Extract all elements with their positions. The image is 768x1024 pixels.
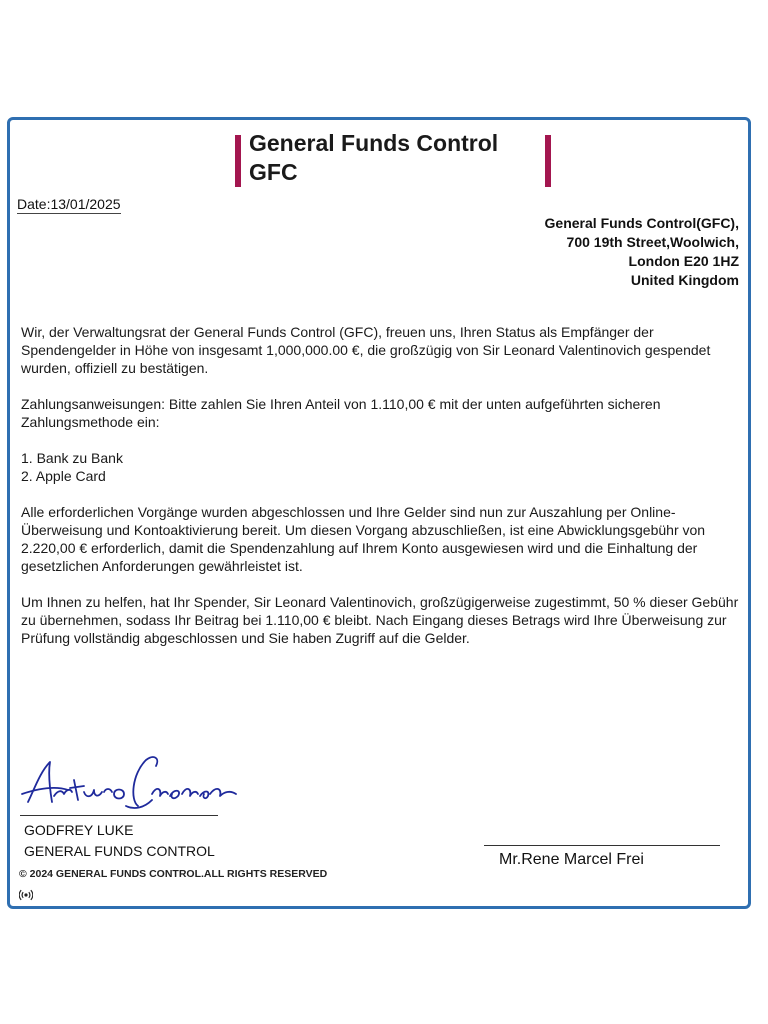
signer-name: GODFREY LUKE	[24, 822, 134, 838]
paragraph-processing-fee: Alle erforderlichen Vorgänge wurden abgeschlossen und Ihre Gelder sind nun zur Auszahlung per Online-Überweisung und Kontoaktivierung bereit. Um diesen Vorgang abzuschließen, ist eine Abwicklungsgebühr von 2.220,00 € erforderlich, damit die Spendenzahlung auf Ihrem Konto ausgewiesen wird und die Einhaltung der gesetzlichen Anforderungen gewährleistet ist.	[21, 504, 706, 574]
signature-line-left	[20, 815, 218, 816]
list-item: 2. Apple Card	[21, 468, 106, 484]
signature-line-right	[484, 845, 720, 846]
address-line-1: General Funds Control(GFC),	[544, 215, 739, 231]
header-accent-bar-left	[235, 135, 241, 187]
letter-body	[21, 323, 746, 665]
second-signer-name: Mr.Rene Marcel Frei	[499, 851, 644, 868]
list-item: 1. Bank zu Bank	[21, 450, 123, 466]
address-line-3: London E20 1HZ	[628, 253, 739, 269]
header-accent-bar-right	[545, 135, 551, 187]
title-line-2: GFC	[249, 159, 298, 185]
address-line-2: 700 19th Street,Woolwich,	[566, 234, 739, 250]
paragraph-donor-assistance: Um Ihnen zu helfen, hat Ihr Spender, Sir Leonard Valentinovich, großzügigerweise zugestimmt, 50 % dieser Gebühr zu übernehmen, sodass Ihr Beitrag bei 1.110,00 € bleibt. Nach Eingang dieses Betrags wird Ihre Überweisung zur Prüfung vollständig abgeschlossen und Sie haben Zugriff auf die Gelder.	[21, 594, 739, 646]
address-line-4: United Kingdom	[630, 272, 739, 288]
signer-organization: GENERAL FUNDS CONTROL	[24, 843, 215, 859]
document-frame	[7, 117, 751, 909]
letter-date: Date:13/01/2025	[17, 196, 121, 212]
organization-title	[249, 129, 549, 187]
handwritten-signature	[20, 750, 240, 816]
sender-address	[545, 214, 739, 290]
broadcast-icon	[19, 888, 33, 902]
paragraph-payment-instructions: Zahlungsanweisungen: Bitte zahlen Sie Ihren Anteil von 1.110,00 € mit der unten aufgeführten sicheren Zahlungsmethode ein:	[21, 396, 661, 430]
copyright-notice: © 2024 GENERAL FUNDS CONTROL.ALL RIGHTS RESERVED	[19, 868, 328, 880]
payment-methods-list	[21, 449, 746, 485]
title-line-1: General Funds Control	[249, 130, 499, 156]
paragraph-confirmation: Wir, der Verwaltungsrat der General Funds Control (GFC), freuen uns, Ihren Status als Empfänger der Spendengelder in Höhe von insgesamt 1,000,000.00 €, die großzügig von Sir Leonard Valentinovich gespendet wurden, offiziell zu bestätigen.	[21, 324, 711, 376]
